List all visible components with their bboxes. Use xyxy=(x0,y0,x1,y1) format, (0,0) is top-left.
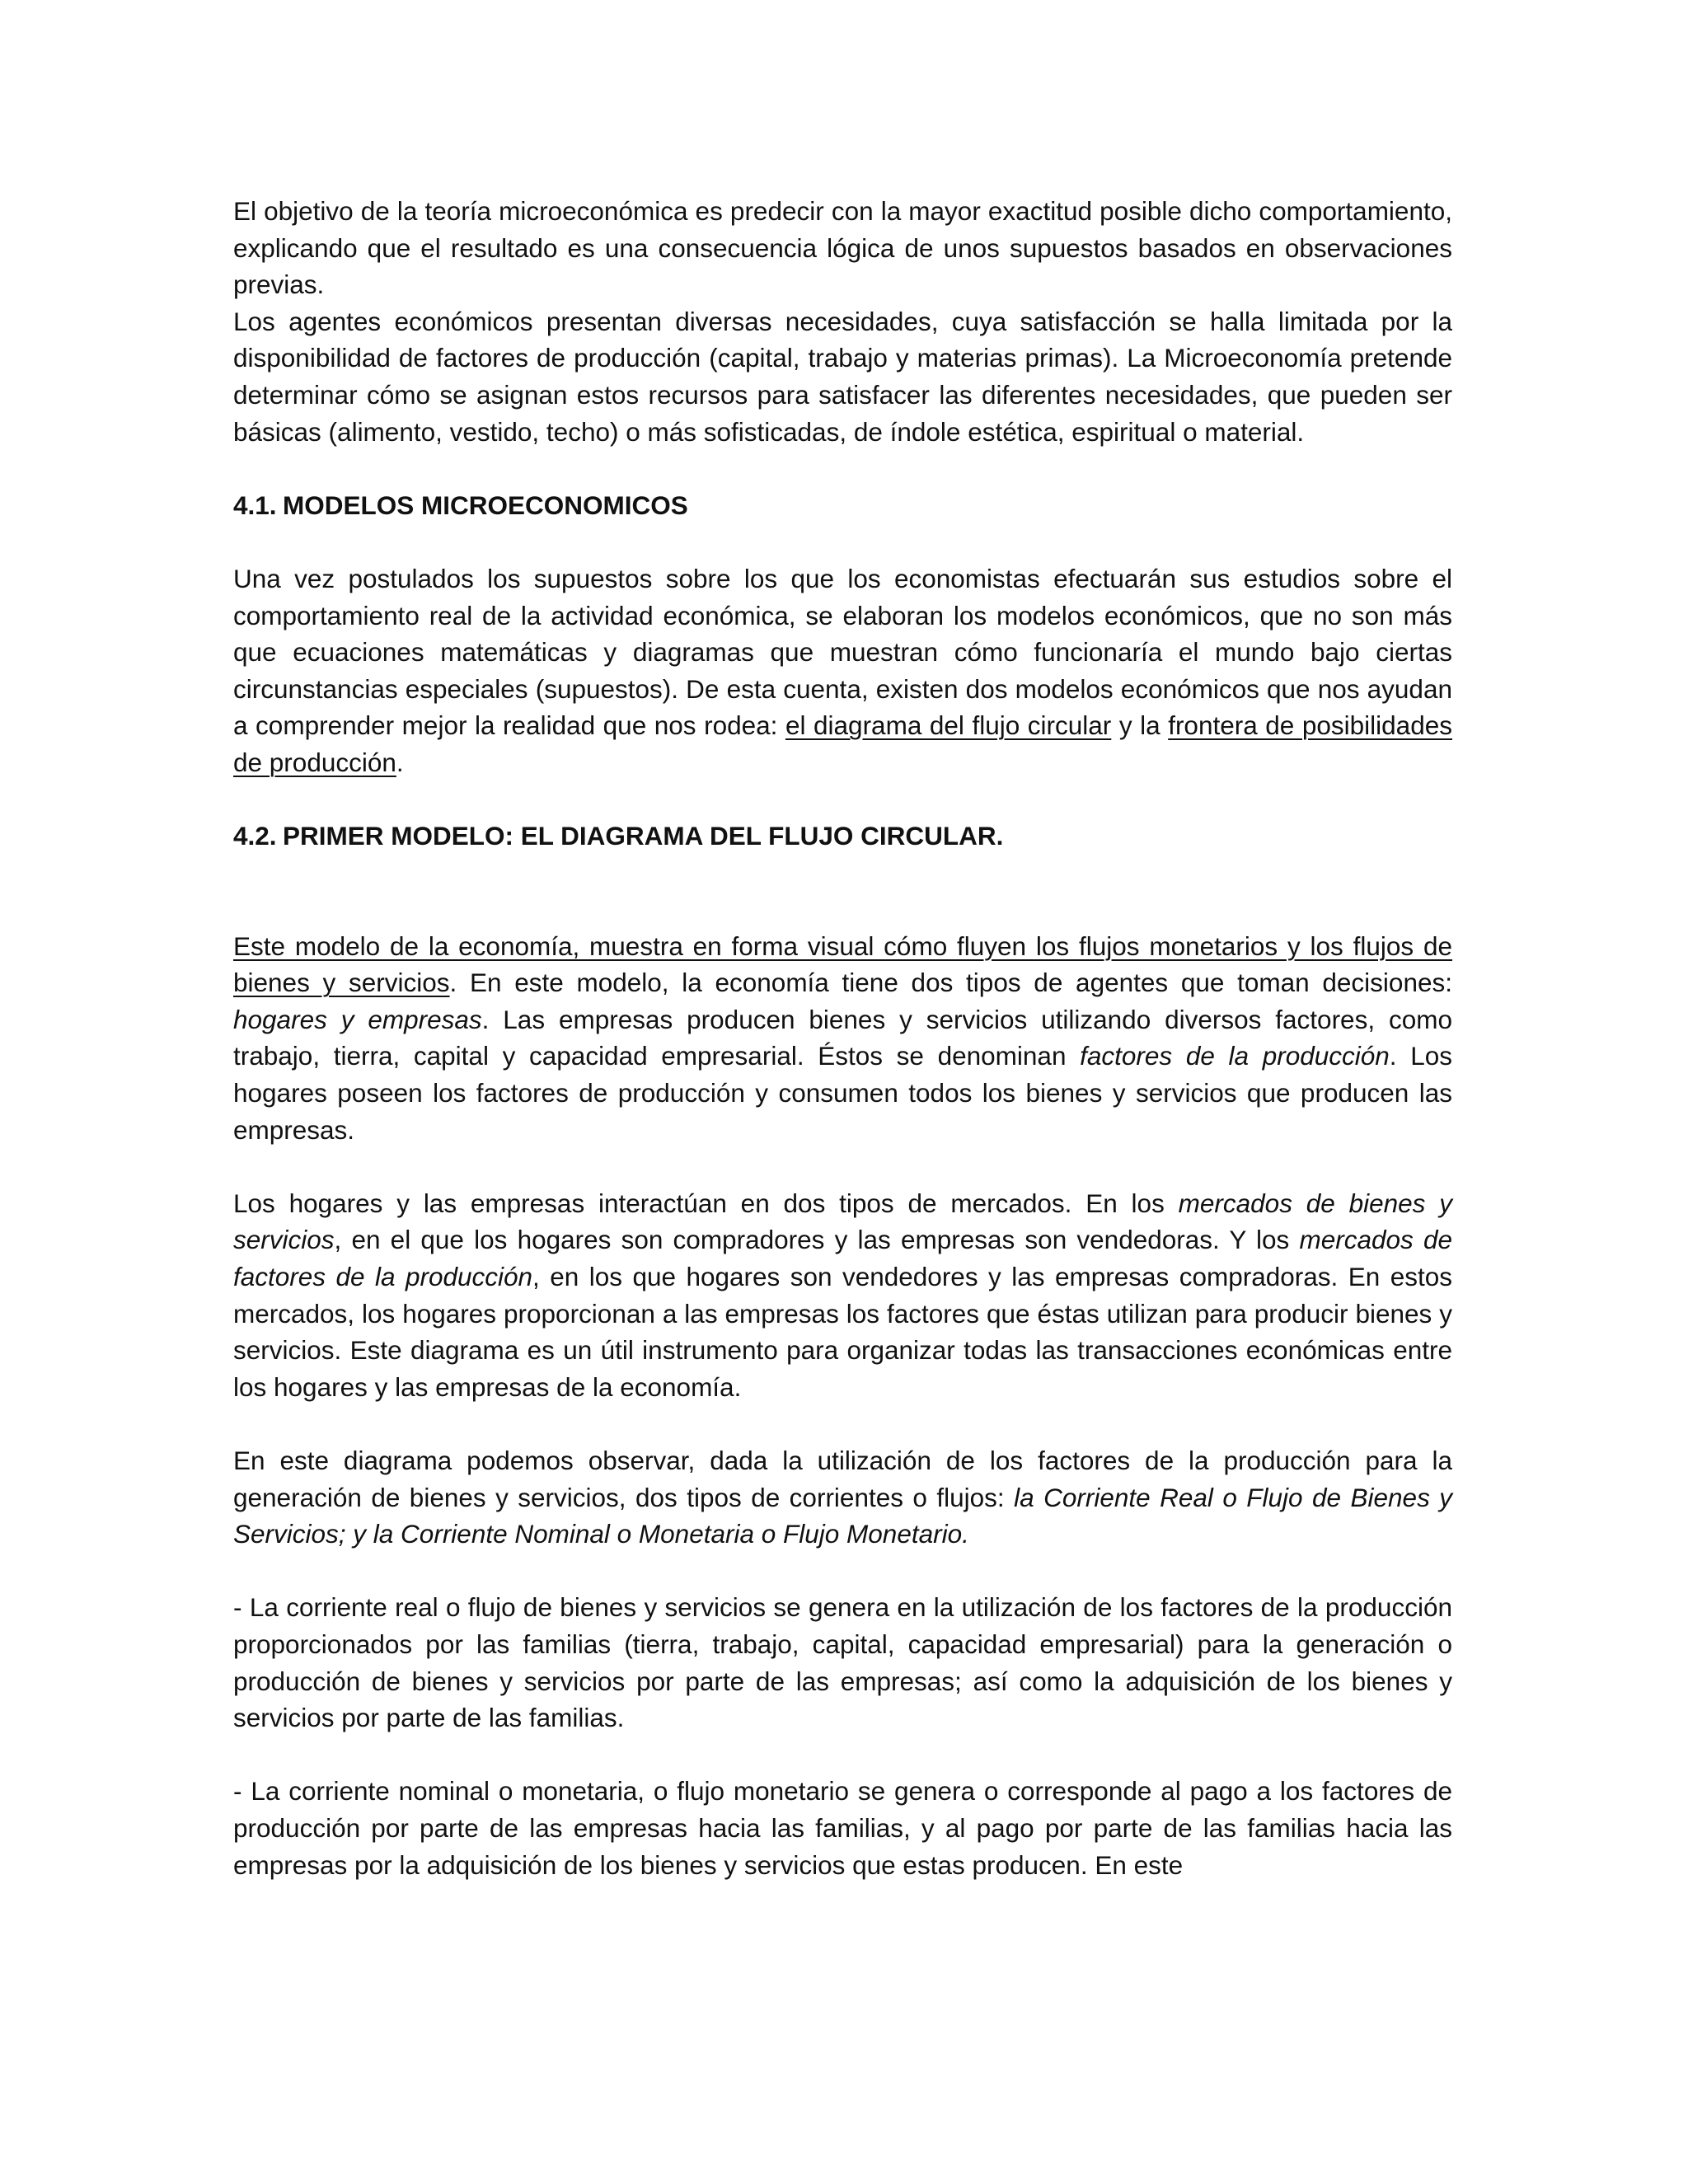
text-run: y la xyxy=(1111,710,1169,741)
paragraph-mercados xyxy=(233,1185,1452,1406)
section-number: 4.2. xyxy=(233,821,277,851)
italic-phrase: mercados de bienes y servicios xyxy=(233,1188,1452,1255)
italic-phrase: mercados de factores de la producción xyxy=(233,1225,1452,1292)
italic-phrase: factores de la producción xyxy=(1080,1041,1390,1071)
underlined-phrase-frontera: frontera de posibilidades de producción xyxy=(233,710,1452,777)
section-heading-4-2 xyxy=(233,818,1452,855)
underlined-phrase-flujo-circular: el diagrama del flujo circular xyxy=(785,710,1112,741)
text-run: Una vez postulados los supuestos sobre los que los economistas efectuarán sus estudios sobre el comportamiento real de la actividad económica, se elaboran los modelos económicos, que no son más que ecuaciones matemáticas y diagramas que muestran cómo funcionaría el mundo bajo ciertas circunstancias especiales (supuestos). De esta cuenta, existen dos modelos económicos que nos ayudan a comprender mejor la realidad que nos rodea: xyxy=(233,563,1452,741)
text-run: . Las empresas producen bienes y servicios utilizando diversos factores, como trabajo, tierra, capital y capacidad empresarial. Éstos se denominan xyxy=(233,1004,1452,1071)
section-number: 4.1. xyxy=(233,490,277,520)
paragraph-objetivo: El objetivo de la teoría microeconómica es predecir con la mayor exactitud posible dicho comportamiento, explicando que el resultado es una consecuencia lógica de unos supuestos basados en observaciones previas. xyxy=(233,196,1452,300)
text-run: . Los hogares poseen los factores de producción y consumen todos los bienes y servicios que producen las empresas. xyxy=(233,1041,1452,1145)
text-run: . xyxy=(396,747,404,777)
paragraph-agentes: Los agentes económicos presentan diversas necesidades, cuya satisfacción se halla limitada por la disponibilidad de factores de producción (capital, trabajo y materias primas). La Microeconomía pretende determinar cómo se asignan estos recursos para satisfacer las diferentes necesidades, que pueden ser básicas (alimento, vestido, techo) o más sofisticadas, de índole estética, espiritual o material. xyxy=(233,306,1452,447)
section-title: PRIMER MODELO: EL DIAGRAMA DEL FLUJO CIRCULAR. xyxy=(283,821,1004,851)
section-title: MODELOS MICROECONOMICOS xyxy=(283,490,688,520)
italic-phrase: hogares y empresas xyxy=(233,1004,482,1034)
paragraph-corriente-real: - La corriente real o flujo de bienes y servicios se genera en la utilización de los factores de la producción proporcionados por las familias (tierra, trabajo, capital, capacidad empresarial) para la generación o producción de bienes y servicios por parte de las empresas; así como la adquisición de los bienes y servicios por parte de las familias. xyxy=(233,1592,1452,1733)
italic-phrase: la Corriente Real o Flujo de Bienes y Servicios; y la Corriente Nominal o Monetaria o Flujo Monetario. xyxy=(233,1482,1453,1549)
text-run: . En este modelo, la economía tiene dos tipos de agentes que toman decisiones: xyxy=(449,968,1452,998)
text-run: Los hogares y las empresas interactúan en dos tipos de mercados. En los xyxy=(233,1188,1179,1218)
text-run: En este diagrama podemos observar, dada la utilización de los factores de la producción para la generación de bienes y servicios, dos tipos de corrientes o flujos: xyxy=(233,1446,1452,1512)
paragraph-este-modelo xyxy=(233,928,1452,1149)
paragraph-corrientes xyxy=(233,1442,1452,1553)
text-run: , en los que hogares son vendedores y las empresas compradoras. En estos mercados, los hogares proporcionan a las empresas los factores que éstas utilizan para producir bienes y servicios. Este diagrama es un útil instrumento para organizar todas las transacciones económicas entre los hogares y las empresas de la economía. xyxy=(233,1262,1452,1402)
text-run: , en el que los hogares son compradores y las empresas son vendedoras. Y los xyxy=(334,1225,1300,1255)
paragraph-modelos xyxy=(233,560,1452,781)
underlined-phrase-modelo: Este modelo de la economía, muestra en forma visual cómo fluyen los flujos monetarios y los flujos de bienes y servicios xyxy=(233,930,1452,998)
paragraph-corriente-nominal: - La corriente nominal o monetaria, o flujo monetario se genera o corresponde al pago a los factores de producción por parte de las empresas hacia las familias, y al pago por parte de las familias hacia las empresas por la adquisición de los bienes y servicios que estas producen. En este xyxy=(233,1776,1452,1880)
section-heading-4-1 xyxy=(233,487,1452,524)
